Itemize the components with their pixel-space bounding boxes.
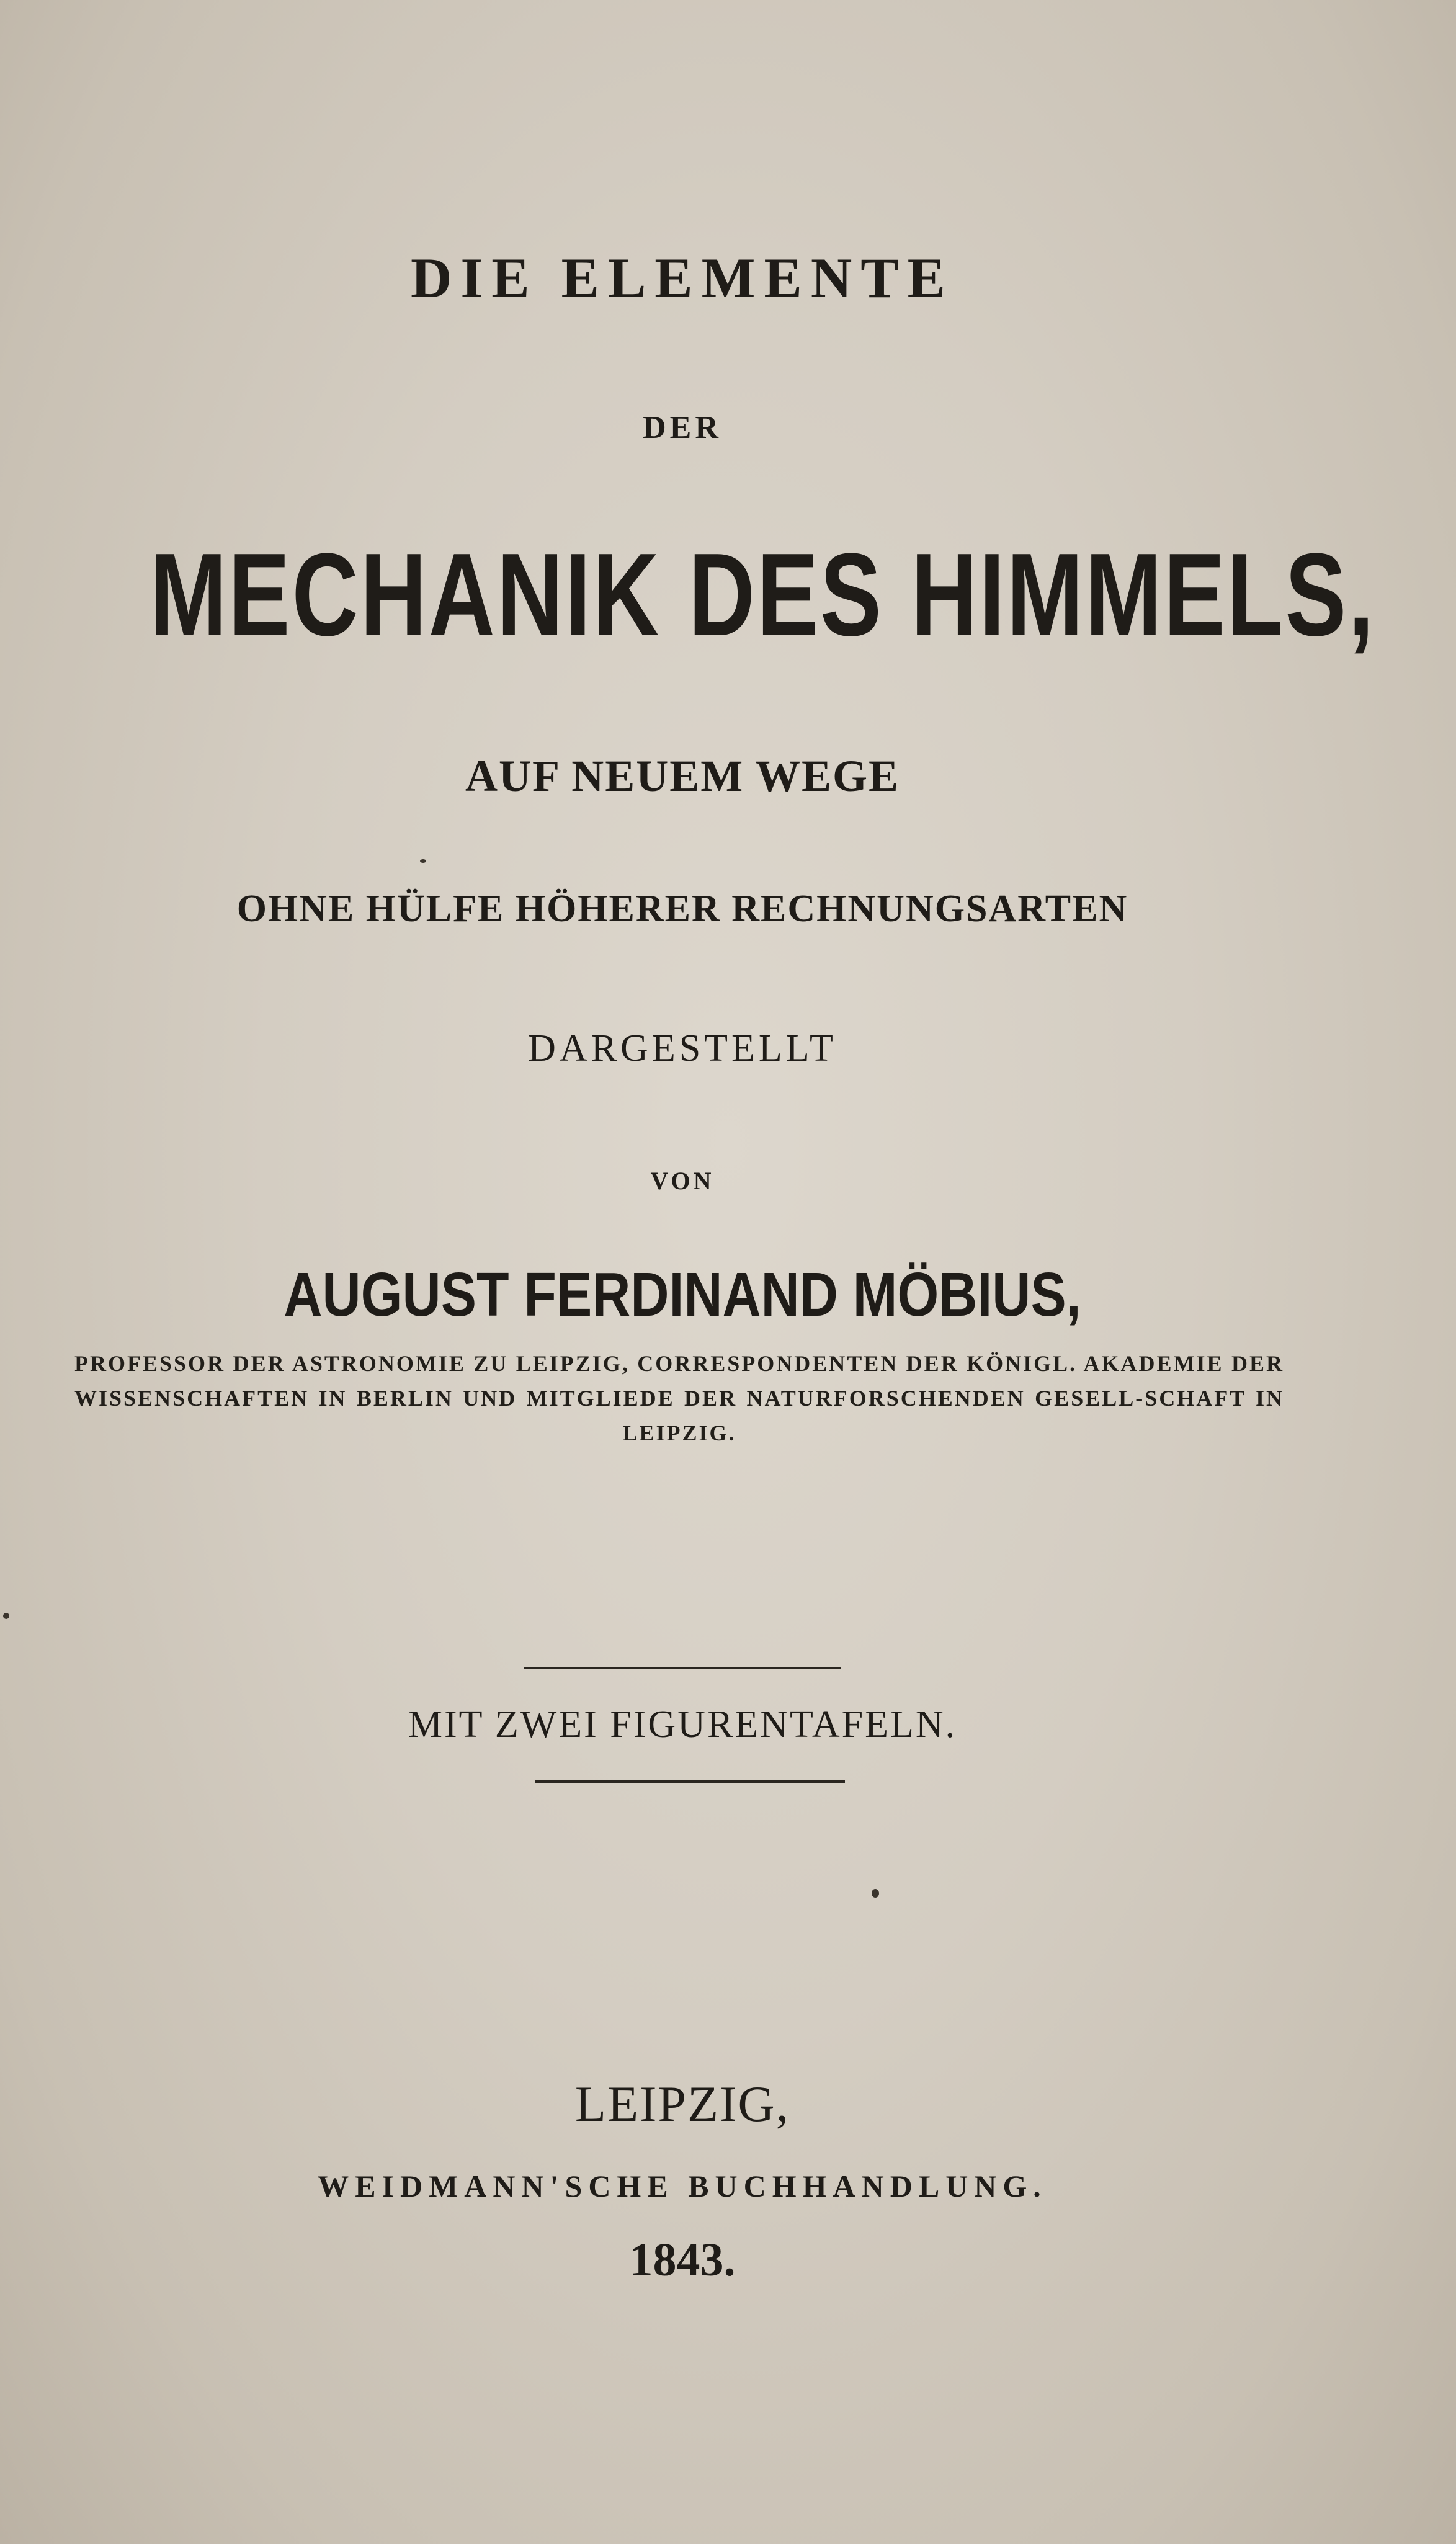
divider-bottom [535, 1780, 845, 1783]
author-name: AUGUST FERDINAND MÖBIUS, [284, 1260, 1081, 1329]
paper-speck [872, 1889, 879, 1898]
imprint-publisher: WEIDMANN'SCHE BUCHHANDLUNG. [318, 2169, 1047, 2203]
author-credentials: PROFESSOR DER ASTRONOMIE ZU LEIPZIG, CORRESPONDENTEN DER KÖNIGL. AKADEMIE DER WISSENSCHAFTEN IN BERLIN UND MITGLIEDE DER NATURFORSCHENDEN GESELL-SCHAFT IN LEIPZIG. [74, 1351, 1284, 1445]
imprint-year: 1843. [629, 2234, 736, 2286]
main-title: MECHANIK DES HIMMELS, [150, 529, 1376, 661]
title-line-2: DER [643, 410, 722, 445]
subtitle-line-3: DARGESTELLT [528, 1027, 837, 1069]
paper-speck [420, 859, 426, 863]
divider-top [524, 1667, 841, 1669]
plates-note: MIT ZWEI FIGURENTAFELN. [408, 1703, 957, 1746]
subtitle-line-1: AUF NEUEM WEGE [465, 751, 900, 801]
title-line-1: DIE ELEMENTE [410, 246, 955, 310]
imprint-city: LEIPZIG, [574, 2076, 790, 2132]
by-line: VON [650, 1167, 715, 1195]
paper-speck [3, 1613, 9, 1619]
subtitle-line-2: OHNE HÜLFE HÖHERER RECHNUNGSARTEN [236, 888, 1128, 930]
